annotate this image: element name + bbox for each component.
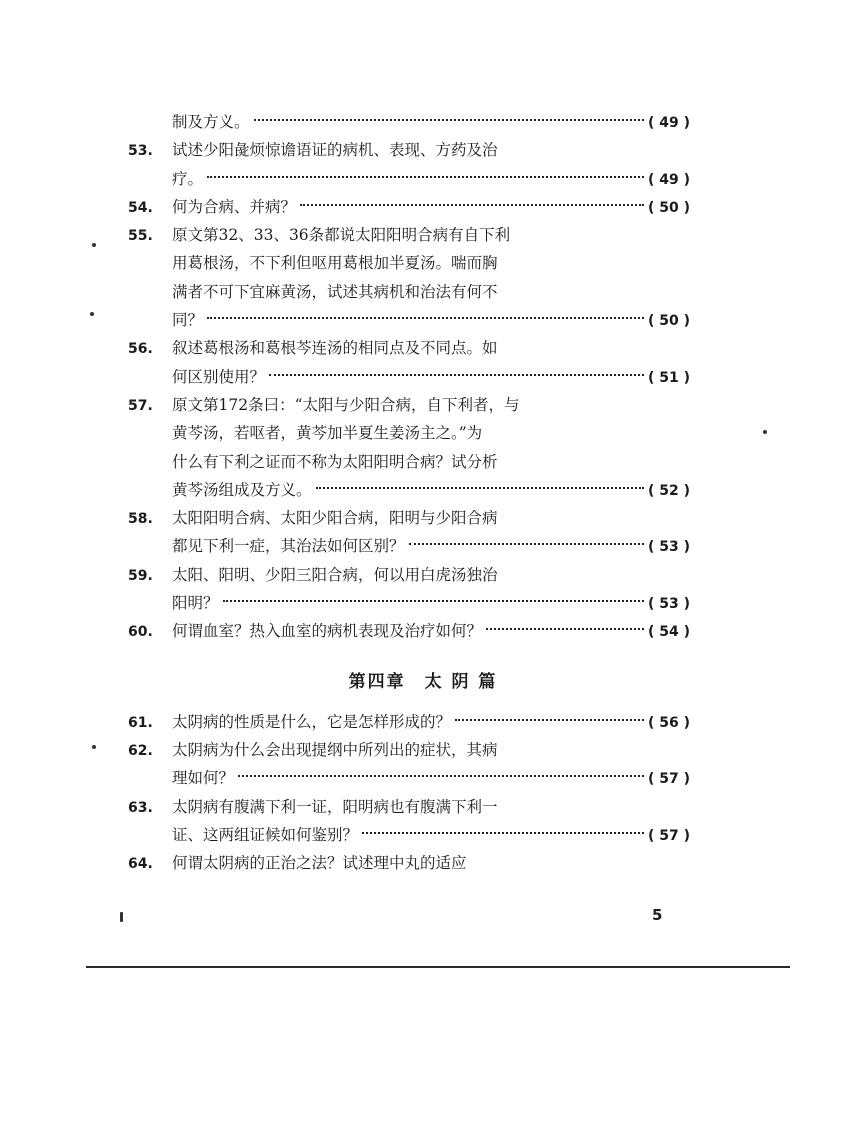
toc-entry[interactable] (128, 617, 718, 645)
entry-text: 太阳阳明合病、太阳少阳合病，阳明与少阳合病 (172, 509, 498, 528)
toc-entry-line (128, 448, 718, 476)
entry-number: 61. (128, 714, 153, 731)
entry-text: 什么有下利之证而不称为太阳阳明合病？试分析 (172, 452, 498, 471)
toc-entry-line (128, 617, 718, 645)
entry-text: 太阴病有腹满下利一证，阳明病也有腹满下利一 (172, 797, 498, 816)
entry-number: 59. (128, 567, 153, 584)
toc-entry[interactable] (128, 391, 718, 504)
entry-text: 叙述葛根汤和葛根芩连汤的相同点及不同点。如 (172, 339, 498, 358)
entry-number: 54. (128, 199, 153, 216)
page-reference: ( 51 ) (648, 369, 691, 386)
toc-entry-line (128, 793, 718, 821)
page-reference: ( 50 ) (648, 199, 691, 216)
page-reference: ( 57 ) (648, 771, 691, 788)
toc-entry-line (128, 849, 718, 877)
toc-entry-line (128, 249, 718, 277)
dot-leader (486, 628, 644, 630)
entry-text: 太阳、阳明、少阳三阳合病，何以用白虎汤独治 (172, 565, 498, 584)
toc-entry-line (128, 532, 718, 560)
toc-entry-line (128, 821, 718, 849)
toc-entry-line (128, 306, 718, 334)
toc-entry-line (128, 391, 718, 419)
scan-speck (763, 430, 767, 434)
scan-speck (90, 312, 94, 316)
chapter-heading: 第四章 太 阴 篇 (348, 671, 498, 692)
toc-entry[interactable] (128, 561, 718, 618)
scan-speck (120, 912, 123, 922)
entry-text: 太阴病的性质是什么，它是怎样形成的？ (172, 712, 452, 731)
entry-text: 太阴病为什么会出现提纲中所列出的症状，其病 (172, 740, 498, 759)
entry-text: 何谓太阴病的正治之法？试述理中丸的适应 (172, 854, 467, 873)
entry-text: 都见下利一症，其治法如何区别？ (172, 537, 405, 556)
entry-number: 55. (128, 228, 153, 245)
entry-text: 何为合病、并病？ (172, 197, 297, 216)
toc-entry-partial (128, 849, 718, 877)
entry-text: 试述少阳彘烦惊谵语证的病机、表现、方药及治 (172, 141, 498, 160)
entry-text: 同？ (172, 311, 204, 330)
page-reference: ( 53 ) (648, 539, 691, 556)
entry-text: 理如何？ (172, 769, 235, 788)
entry-text: 满者不可下宜麻黄汤，试述其病机和治法有何不 (172, 282, 498, 301)
entry-number: 57. (128, 397, 153, 414)
toc-entry-line (128, 108, 718, 136)
page-reference: ( 50 ) (648, 313, 691, 330)
entry-number: 60. (128, 624, 153, 641)
toc-entry-line (128, 708, 718, 736)
page-number: 5 (652, 906, 663, 924)
entry-text: 证、这两组证候如何鉴别？ (172, 825, 359, 844)
dot-leader (207, 317, 644, 319)
toc-entry[interactable] (128, 108, 718, 136)
toc-entry[interactable] (128, 193, 718, 221)
toc-entry-line (128, 764, 718, 792)
entry-text: 黄芩汤组成及方义。 (172, 480, 312, 499)
dot-leader (207, 176, 644, 178)
dot-leader (316, 487, 644, 489)
entry-text: 疗。 (172, 169, 204, 188)
dot-leader (269, 374, 644, 376)
page-reference: ( 56 ) (648, 714, 691, 731)
scan-speck (92, 243, 96, 247)
entry-text: 何谓血室？热入血室的病机表现及治疗如何？ (172, 622, 483, 641)
toc-entry[interactable] (128, 708, 718, 736)
entry-text: 何区别使用？ (172, 367, 266, 386)
page-reference: ( 54 ) (648, 624, 691, 641)
toc-entry-line (128, 193, 718, 221)
toc-entry-line (128, 476, 718, 504)
dot-leader (238, 775, 644, 777)
toc-entry-line (128, 504, 718, 532)
toc-entry[interactable] (128, 136, 718, 193)
toc-entry-line (128, 561, 718, 589)
toc-entry-line (128, 363, 718, 391)
toc-section-third-chapter (128, 108, 718, 646)
entry-number: 56. (128, 341, 153, 358)
toc-entry-line (128, 736, 718, 764)
dot-leader (223, 600, 644, 602)
entry-number: 64. (128, 856, 153, 873)
entry-text: 用葛根汤，不下利但呕用葛根加半夏汤。喘而胸 (172, 254, 498, 273)
entry-text: 原文第32、33、36条都说太阳阳明合病有自下利 (172, 226, 511, 245)
page-reference: ( 57 ) (648, 827, 691, 844)
entry-text: 原文第172条曰：“太阳与少阳合病，自下利者，与 (172, 395, 520, 414)
entry-number: 63. (128, 799, 153, 816)
toc-entry-line (128, 278, 718, 306)
bottom-rule (86, 966, 790, 968)
toc-section-fourth-chapter (128, 708, 718, 849)
toc-entry[interactable] (128, 334, 718, 391)
page-reference: ( 49 ) (648, 115, 691, 131)
toc-entry[interactable] (128, 504, 718, 561)
toc-entry[interactable] (128, 736, 718, 793)
toc-entry-line (128, 221, 718, 249)
table-of-contents (128, 108, 718, 877)
toc-entry-line (128, 419, 718, 447)
toc-entry-line (128, 589, 718, 617)
toc-entry[interactable] (128, 221, 718, 334)
toc-entry-line (128, 165, 718, 193)
page-reference: ( 53 ) (648, 596, 691, 613)
dot-leader (254, 119, 644, 121)
entry-text: 阳明？ (172, 594, 219, 613)
dot-leader (300, 204, 644, 206)
entry-text: 制及方义。 (172, 113, 250, 131)
entry-number: 53. (128, 143, 153, 160)
entry-text: 黄芩汤，若呕者，黄芩加半夏生姜汤主之。”为 (172, 424, 483, 443)
scan-speck (92, 745, 96, 749)
toc-entry[interactable] (128, 793, 718, 850)
page-reference: ( 49 ) (648, 171, 691, 188)
entry-number: 62. (128, 742, 153, 759)
toc-entry-line (128, 334, 718, 362)
dot-leader (455, 719, 644, 721)
entry-number: 58. (128, 511, 153, 528)
toc-entry-line (128, 136, 718, 164)
page-reference: ( 52 ) (648, 482, 691, 499)
dot-leader (409, 543, 644, 545)
dot-leader (362, 832, 644, 834)
